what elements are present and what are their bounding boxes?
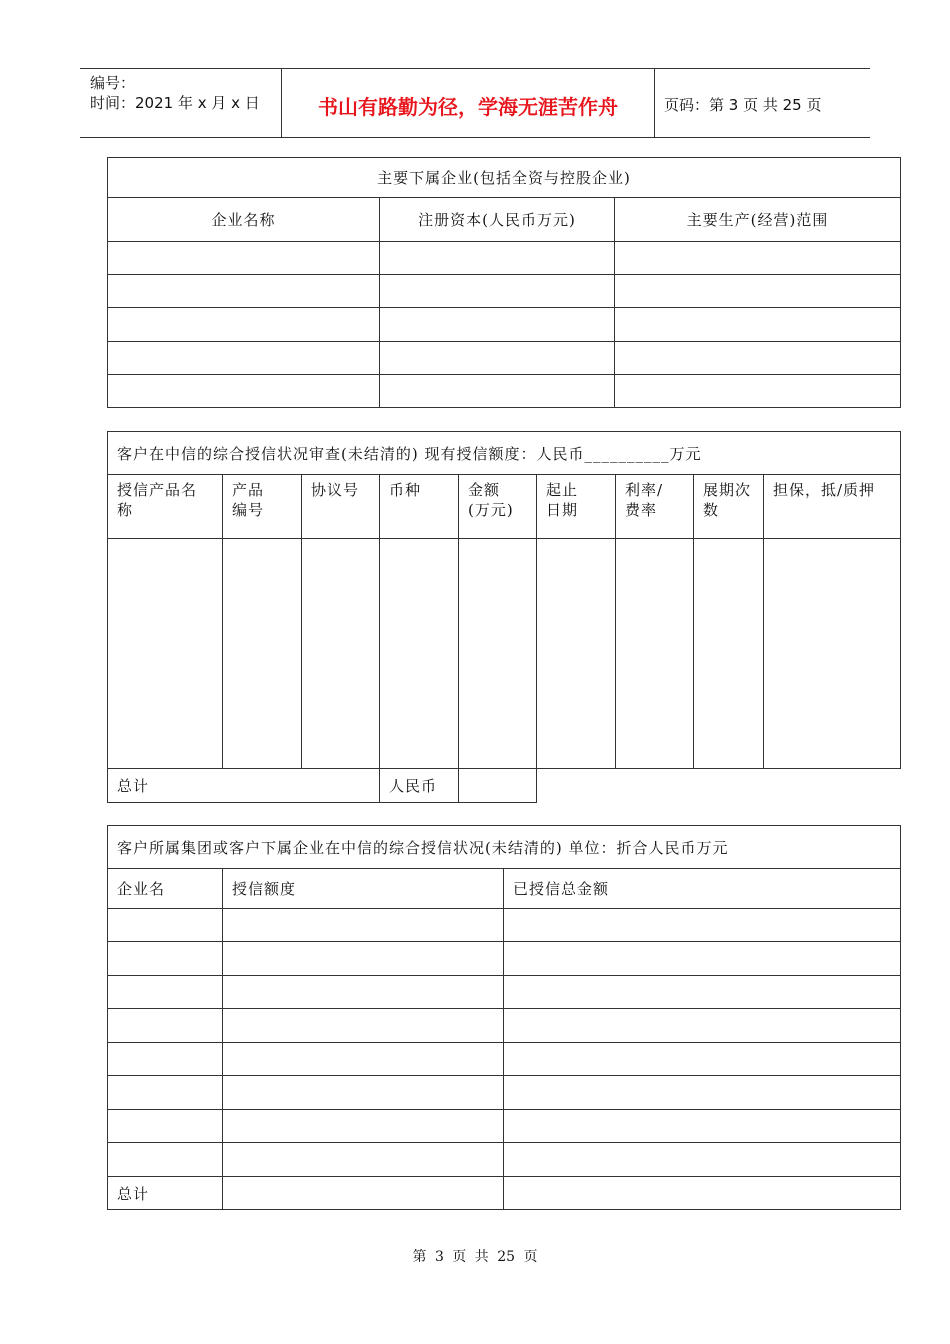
total-label: 总计 xyxy=(108,769,380,803)
header-motto: 书山有路勤为径，学海无涯苦作舟 xyxy=(318,95,618,119)
table-row xyxy=(108,1110,901,1143)
table-cell[interactable] xyxy=(108,1076,223,1110)
header-line: 产品 xyxy=(232,481,265,499)
table-row xyxy=(108,1009,901,1043)
total-row xyxy=(108,1177,901,1210)
total-label: 总计 xyxy=(108,1177,223,1210)
credit-review-header-row xyxy=(108,475,901,539)
header-line: 数 xyxy=(703,501,720,519)
table-cell[interactable] xyxy=(223,1076,504,1110)
table-cell[interactable] xyxy=(108,1009,223,1043)
table-cell[interactable] xyxy=(223,1110,504,1143)
total-row xyxy=(108,769,901,803)
table-cell[interactable] xyxy=(223,1143,504,1177)
table-cell[interactable] xyxy=(108,1110,223,1143)
table-cell[interactable] xyxy=(223,1043,504,1076)
column-header-credit-limit: 授信额度 xyxy=(223,869,504,909)
table-cell[interactable] xyxy=(223,976,504,1009)
document-number-label: 编号： xyxy=(90,74,136,92)
header-line: 授信产品名 xyxy=(117,481,198,499)
header-line: 展期次 xyxy=(703,481,752,499)
header-line: 起止 xyxy=(546,481,579,499)
table-row xyxy=(108,539,901,769)
column-header-amount xyxy=(459,475,537,539)
table-cell[interactable] xyxy=(380,242,615,275)
subsidiaries-title: 主要下属企业(包括全资与控股企业) xyxy=(108,158,901,198)
table-cell[interactable] xyxy=(108,539,223,769)
column-header-credit-product xyxy=(108,475,223,539)
header-line: 担保，抵/质押 xyxy=(773,481,876,499)
column-header-extensions xyxy=(694,475,764,539)
table-cell[interactable] xyxy=(504,942,901,976)
header-page-number: 页码：第 3 页 共 25 页 xyxy=(664,96,822,114)
table-cell[interactable] xyxy=(504,976,901,1009)
empty-space xyxy=(537,769,901,803)
table-cell[interactable] xyxy=(108,909,223,942)
header-line: 利率/ xyxy=(625,481,664,499)
table-cell[interactable] xyxy=(108,1043,223,1076)
table-cell[interactable] xyxy=(108,1143,223,1177)
table-cell[interactable] xyxy=(380,539,459,769)
page-footer: 第 3 页 共 25 页 xyxy=(412,1249,538,1265)
table-cell[interactable] xyxy=(504,1009,901,1043)
table-row xyxy=(108,1043,901,1076)
table-cell[interactable] xyxy=(764,539,901,769)
table-cell[interactable] xyxy=(108,308,380,342)
column-header-total-granted: 已授信总金额 xyxy=(504,869,901,909)
subsidiaries-table xyxy=(107,157,901,408)
currency-label: 人民币 xyxy=(380,769,459,803)
table-cell[interactable] xyxy=(223,942,504,976)
column-header-company-name: 企业名称 xyxy=(108,198,380,242)
header-line: 协议号 xyxy=(311,481,360,499)
table-cell[interactable] xyxy=(615,242,901,275)
column-header-interest-rate xyxy=(616,475,694,539)
table-row xyxy=(108,1076,901,1110)
header-line: (万元) xyxy=(468,501,514,519)
header-meta xyxy=(90,73,260,113)
table-cell[interactable] xyxy=(223,1009,504,1043)
column-header-product-code xyxy=(223,475,302,539)
column-header-registered-capital: 注册资本(人民币万元) xyxy=(380,198,615,242)
page-header xyxy=(80,68,870,138)
table-row xyxy=(108,308,901,342)
table-cell[interactable] xyxy=(108,375,380,408)
table-row xyxy=(108,275,901,308)
table-cell[interactable] xyxy=(380,308,615,342)
table-cell[interactable] xyxy=(616,539,694,769)
header-line: 费率 xyxy=(625,501,658,519)
table-cell[interactable] xyxy=(223,1177,504,1210)
header-line: 称 xyxy=(117,501,134,519)
total-amount-cell[interactable] xyxy=(459,769,537,803)
table-row xyxy=(108,909,901,942)
column-header-currency xyxy=(380,475,459,539)
table-cell[interactable] xyxy=(108,242,380,275)
column-header-company: 企业名 xyxy=(108,869,223,909)
header-line: 日期 xyxy=(546,501,579,519)
table-cell[interactable] xyxy=(537,539,616,769)
header-divider xyxy=(654,69,655,137)
table-cell[interactable] xyxy=(615,275,901,308)
table-row xyxy=(108,1143,901,1177)
document-time-label: 时间：2021 年 x 月 x 日 xyxy=(90,94,260,112)
group-credit-title: 客户所属集团或客户下属企业在中信的综合授信状况(未结清的) 单位：折合人民币万元 xyxy=(108,826,901,869)
table-cell[interactable] xyxy=(108,976,223,1009)
group-credit-table xyxy=(107,825,901,1210)
table-row xyxy=(108,342,901,375)
table-cell[interactable] xyxy=(504,1143,901,1177)
table-row xyxy=(108,942,901,976)
header-line: 编号 xyxy=(232,501,265,519)
table-cell[interactable] xyxy=(380,342,615,375)
credit-review-title: 客户在中信的综合授信状况审查(未结清的) 现有授信额度：人民币__________万元 xyxy=(108,432,901,475)
table-cell[interactable] xyxy=(694,539,764,769)
table-row xyxy=(108,375,901,408)
header-line: 币种 xyxy=(389,481,422,499)
table-cell[interactable] xyxy=(615,375,901,408)
header-line: 金额 xyxy=(468,481,501,499)
table-cell[interactable] xyxy=(504,1177,901,1210)
table-row xyxy=(108,976,901,1009)
column-header-collateral xyxy=(764,475,901,539)
table-cell[interactable] xyxy=(380,375,615,408)
column-header-agreement-number xyxy=(302,475,380,539)
table-cell[interactable] xyxy=(504,1110,901,1143)
credit-review-table xyxy=(107,431,901,803)
table-cell[interactable] xyxy=(108,942,223,976)
table-cell[interactable] xyxy=(615,342,901,375)
table-cell[interactable] xyxy=(223,539,302,769)
table-cell[interactable] xyxy=(380,275,615,308)
table-cell[interactable] xyxy=(504,909,901,942)
table-row xyxy=(108,242,901,275)
table-cell[interactable] xyxy=(504,1043,901,1076)
table-cell[interactable] xyxy=(223,909,504,942)
column-header-business-scope: 主要生产(经营)范围 xyxy=(615,198,901,242)
table-cell[interactable] xyxy=(504,1076,901,1110)
table-cell[interactable] xyxy=(108,275,380,308)
table-cell[interactable] xyxy=(108,342,380,375)
table-cell[interactable] xyxy=(459,539,537,769)
table-cell[interactable] xyxy=(615,308,901,342)
table-cell[interactable] xyxy=(302,539,380,769)
column-header-date-range xyxy=(537,475,616,539)
